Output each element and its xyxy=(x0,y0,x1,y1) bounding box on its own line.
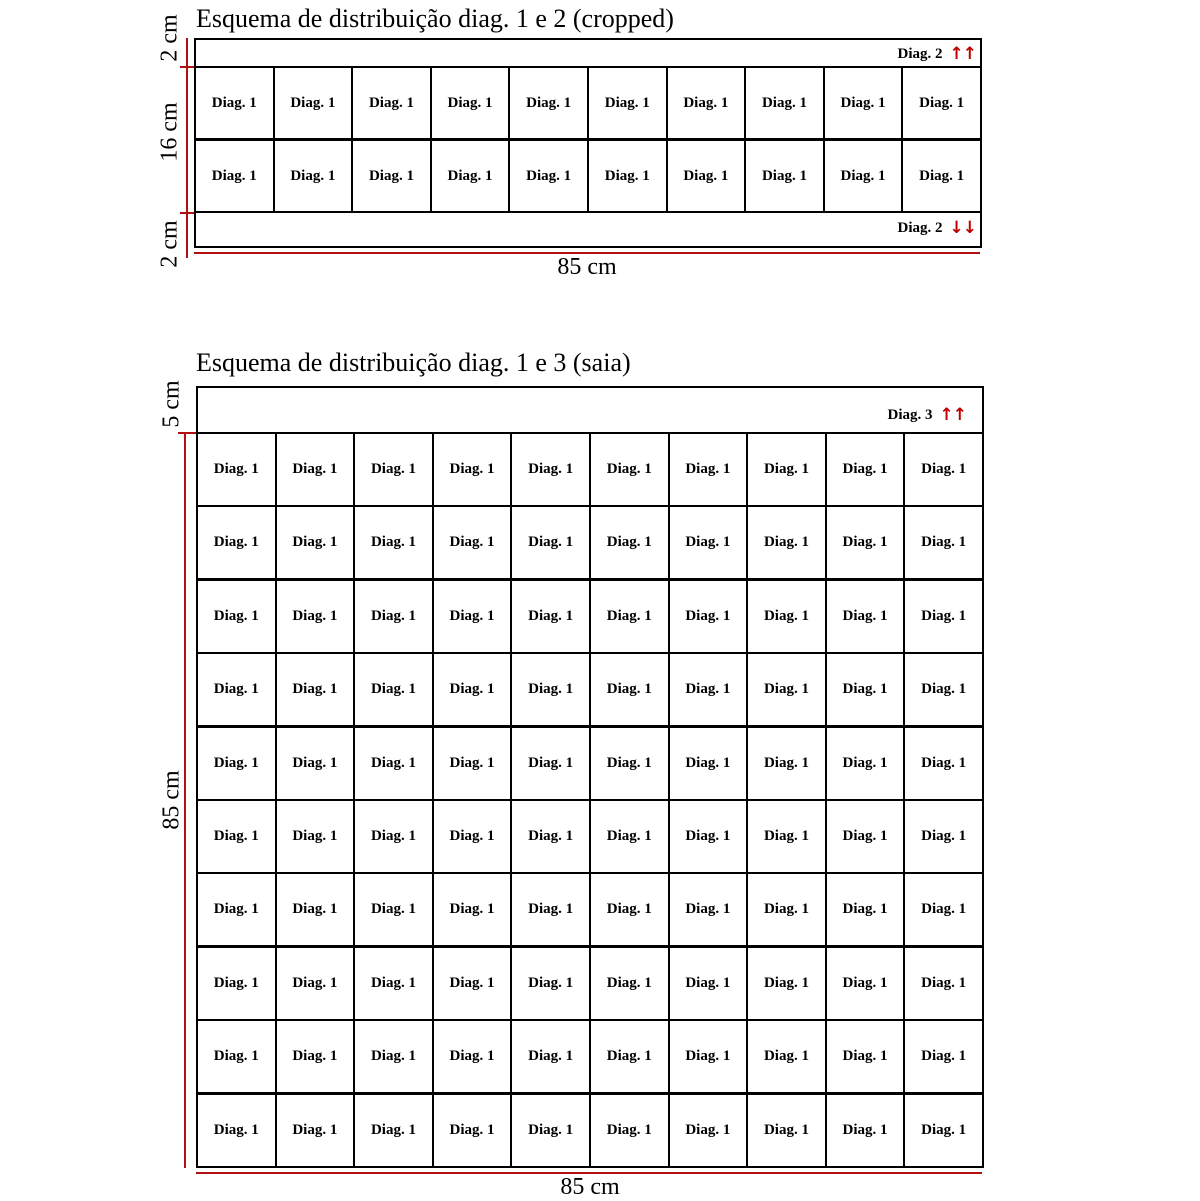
diag-1-cell: Diag. 1 xyxy=(825,579,906,654)
diag-1-cell: Diag. 1 xyxy=(196,799,277,874)
diag-1-cell: Diag. 1 xyxy=(903,579,984,654)
diag-1-cell: Diag. 1 xyxy=(351,66,432,140)
diag-1-cell: Diag. 1 xyxy=(353,1019,434,1094)
diag-1-cell: Diag. 1 xyxy=(196,1093,277,1168)
diag-1-cell: Diag. 1 xyxy=(746,1093,827,1168)
diag-1-cell: Diag. 1 xyxy=(510,946,591,1021)
diag-1-cell: Diag. 1 xyxy=(589,1019,670,1094)
diag-1-cell: Diag. 1 xyxy=(746,652,827,727)
diag-1-cell: Diag. 1 xyxy=(432,1093,513,1168)
diag-1-cell: Diag. 1 xyxy=(510,1019,591,1094)
diag-1-cell: Diag. 1 xyxy=(903,1093,984,1168)
scheme-2-top-dim: 5 cm xyxy=(158,380,185,428)
diag-1-cell: Diag. 1 xyxy=(432,726,513,801)
diag-1-cell: Diag. 1 xyxy=(275,872,356,947)
diag-1-cell: Diag. 1 xyxy=(903,652,984,727)
diag-1-cell: Diag. 1 xyxy=(589,652,670,727)
diag-1-cell: Diag. 1 xyxy=(508,139,589,213)
diag-1-cell: Diag. 1 xyxy=(275,946,356,1021)
scheme-2-top-strip xyxy=(888,405,967,425)
diag-1-cell: Diag. 1 xyxy=(430,66,511,140)
diag-1-cell: Diag. 1 xyxy=(353,1093,434,1168)
diag-1-cell: Diag. 1 xyxy=(353,799,434,874)
diag-1-cell: Diag. 1 xyxy=(746,579,827,654)
diag-1-cell: Diag. 1 xyxy=(825,872,906,947)
scheme-2-title: Esquema de distribuição diag. 1 e 3 (saia) xyxy=(196,348,631,377)
diag-1-cell: Diag. 1 xyxy=(825,1093,906,1168)
diag-1-cell: Diag. 1 xyxy=(901,66,982,140)
diag-1-cell: Diag. 1 xyxy=(275,1019,356,1094)
arrow-down-icon: ↓↓ xyxy=(949,218,976,238)
diag-1-cell: Diag. 1 xyxy=(353,872,434,947)
scheme-2-width-label: 85 cm xyxy=(560,1174,620,1200)
scheme-1-height-line xyxy=(186,38,188,258)
diag-1-cell: Diag. 1 xyxy=(903,1019,984,1094)
scheme-1-bottom-strip xyxy=(898,218,977,238)
diag-1-cell: Diag. 1 xyxy=(668,872,749,947)
diag-1-cell: Diag. 1 xyxy=(825,799,906,874)
diag-1-cell: Diag. 1 xyxy=(275,505,356,580)
diag-1-cell: Diag. 1 xyxy=(432,505,513,580)
diag-1-cell: Diag. 1 xyxy=(589,1093,670,1168)
diag-1-cell: Diag. 1 xyxy=(587,139,668,213)
diag-1-cell: Diag. 1 xyxy=(275,579,356,654)
scheme-2-tick-top xyxy=(178,432,196,434)
arrow-up-icon: ↑↑ xyxy=(939,405,966,425)
diag-1-cell: Diag. 1 xyxy=(903,726,984,801)
diag-1-cell: Diag. 1 xyxy=(432,1019,513,1094)
diag-1-cell: Diag. 1 xyxy=(746,505,827,580)
scheme-1-title: Esquema de distribuição diag. 1 e 2 (cropped) xyxy=(196,4,674,33)
scheme-2-height-dim: 85 cm xyxy=(158,770,185,830)
diag-2-bottom-label: Diag. 2 xyxy=(897,219,943,236)
diag-1-cell: Diag. 1 xyxy=(510,726,591,801)
diag-1-cell: Diag. 1 xyxy=(903,432,984,507)
diag-1-cell: Diag. 1 xyxy=(746,1019,827,1094)
diag-1-cell: Diag. 1 xyxy=(432,799,513,874)
scheme-1-top-strip xyxy=(898,44,977,64)
diag-1-cell: Diag. 1 xyxy=(351,139,432,213)
diag-1-cell: Diag. 1 xyxy=(589,726,670,801)
diag-1-cell: Diag. 1 xyxy=(353,579,434,654)
diag-1-cell: Diag. 1 xyxy=(823,139,904,213)
diag-1-cell: Diag. 1 xyxy=(825,1019,906,1094)
diag-1-cell: Diag. 1 xyxy=(668,1019,749,1094)
diag-1-cell: Diag. 1 xyxy=(825,505,906,580)
diag-1-cell: Diag. 1 xyxy=(744,66,825,140)
diag-1-cell: Diag. 1 xyxy=(432,652,513,727)
diag-1-cell: Diag. 1 xyxy=(746,432,827,507)
diag-1-cell: Diag. 1 xyxy=(510,872,591,947)
diag-1-cell: Diag. 1 xyxy=(589,946,670,1021)
diag-1-cell: Diag. 1 xyxy=(746,946,827,1021)
diag-1-cell: Diag. 1 xyxy=(903,505,984,580)
diag-1-cell: Diag. 1 xyxy=(744,139,825,213)
diag-1-cell: Diag. 1 xyxy=(589,505,670,580)
diag-1-cell: Diag. 1 xyxy=(275,799,356,874)
diag-1-cell: Diag. 1 xyxy=(901,139,982,213)
diag-1-cell: Diag. 1 xyxy=(589,799,670,874)
diag-1-cell: Diag. 1 xyxy=(194,139,275,213)
diag-1-cell: Diag. 1 xyxy=(196,946,277,1021)
diag-1-cell: Diag. 1 xyxy=(275,652,356,727)
scheme-1-tick-bottom xyxy=(180,212,194,214)
diag-1-cell: Diag. 1 xyxy=(903,946,984,1021)
diag-1-cell: Diag. 1 xyxy=(273,66,354,140)
diag-1-cell: Diag. 1 xyxy=(668,432,749,507)
diag-1-cell: Diag. 1 xyxy=(275,432,356,507)
diag-1-cell: Diag. 1 xyxy=(668,652,749,727)
diag-1-cell: Diag. 1 xyxy=(668,799,749,874)
diag-1-cell: Diag. 1 xyxy=(668,579,749,654)
scheme-1-top-dim: 2 cm xyxy=(156,14,183,62)
arrow-up-icon: ↑↑ xyxy=(949,44,976,64)
scheme-1-width-label: 85 cm xyxy=(557,254,617,280)
diag-1-cell: Diag. 1 xyxy=(825,946,906,1021)
diag-1-cell: Diag. 1 xyxy=(587,66,668,140)
diag-1-cell: Diag. 1 xyxy=(273,139,354,213)
diag-2-top-label: Diag. 2 xyxy=(897,45,943,62)
diag-1-cell: Diag. 1 xyxy=(353,505,434,580)
diag-1-cell: Diag. 1 xyxy=(510,505,591,580)
diag-1-cell: Diag. 1 xyxy=(196,505,277,580)
diag-1-cell: Diag. 1 xyxy=(668,1093,749,1168)
diag-1-cell: Diag. 1 xyxy=(825,652,906,727)
diag-1-cell: Diag. 1 xyxy=(353,946,434,1021)
diag-1-cell: Diag. 1 xyxy=(196,652,277,727)
diag-1-cell: Diag. 1 xyxy=(589,872,670,947)
diag-1-cell: Diag. 1 xyxy=(275,726,356,801)
diag-1-cell: Diag. 1 xyxy=(746,726,827,801)
diag-1-cell: Diag. 1 xyxy=(275,1093,356,1168)
diag-1-cell: Diag. 1 xyxy=(903,872,984,947)
diag-1-cell: Diag. 1 xyxy=(196,726,277,801)
diag-1-cell: Diag. 1 xyxy=(432,872,513,947)
diag-1-cell: Diag. 1 xyxy=(432,432,513,507)
diag-1-cell: Diag. 1 xyxy=(825,432,906,507)
diag-1-cell: Diag. 1 xyxy=(666,66,747,140)
diag-1-cell: Diag. 1 xyxy=(825,726,906,801)
diag-1-cell: Diag. 1 xyxy=(510,652,591,727)
diag-1-cell: Diag. 1 xyxy=(196,579,277,654)
diag-1-cell: Diag. 1 xyxy=(668,726,749,801)
diag-1-cell: Diag. 1 xyxy=(510,799,591,874)
diag-1-cell: Diag. 1 xyxy=(508,66,589,140)
diag-1-cell: Diag. 1 xyxy=(353,726,434,801)
diag-1-cell: Diag. 1 xyxy=(353,652,434,727)
diag-1-cell: Diag. 1 xyxy=(668,946,749,1021)
diag-1-cell: Diag. 1 xyxy=(510,432,591,507)
diag-1-cell: Diag. 1 xyxy=(746,872,827,947)
diag-1-cell: Diag. 1 xyxy=(589,432,670,507)
scheme-1-middle-dim: 16 cm xyxy=(156,102,183,162)
diag-1-cell: Diag. 1 xyxy=(430,139,511,213)
diag-1-cell: Diag. 1 xyxy=(510,579,591,654)
diag-1-cell: Diag. 1 xyxy=(589,579,670,654)
diag-1-cell: Diag. 1 xyxy=(746,799,827,874)
diag-1-cell: Diag. 1 xyxy=(196,432,277,507)
diag-1-cell: Diag. 1 xyxy=(194,66,275,140)
diag-3-label: Diag. 3 xyxy=(887,406,933,423)
diag-1-cell: Diag. 1 xyxy=(668,505,749,580)
diag-1-cell: Diag. 1 xyxy=(196,872,277,947)
diag-1-cell: Diag. 1 xyxy=(903,799,984,874)
diag-1-cell: Diag. 1 xyxy=(196,1019,277,1094)
diag-1-cell: Diag. 1 xyxy=(666,139,747,213)
diag-1-cell: Diag. 1 xyxy=(432,946,513,1021)
diag-1-cell: Diag. 1 xyxy=(823,66,904,140)
diag-1-cell: Diag. 1 xyxy=(510,1093,591,1168)
scheme-1-bottom-dim: 2 cm xyxy=(156,220,183,268)
scheme-1-tick-top xyxy=(180,66,194,68)
diag-1-cell: Diag. 1 xyxy=(432,579,513,654)
diag-1-cell: Diag. 1 xyxy=(353,432,434,507)
